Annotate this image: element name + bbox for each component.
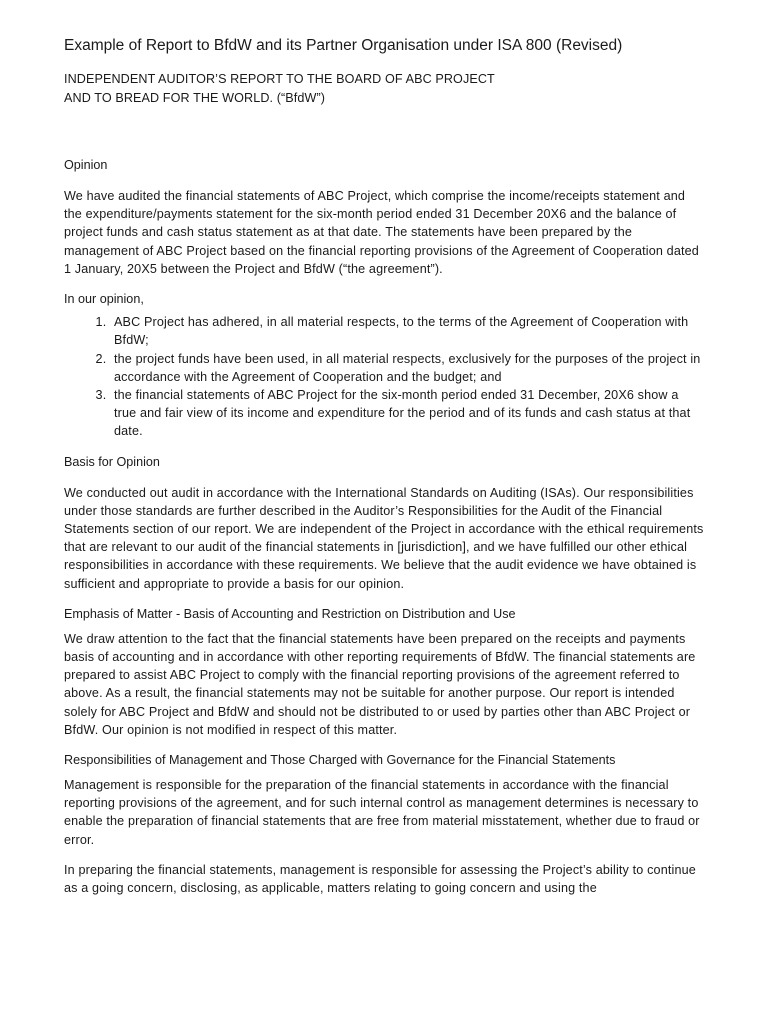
basis-paragraph: We conducted out audit in accordance with the International Standards on Auditing (ISAs). Our responsibilities under those standards are further described in the Auditor’s Responsibilities for the Audit of the Financial Statements section of our report. We are independent of the Project in accordance with the ethical requirements that are relevant to our audit of the financial statements in [jurisdiction], and we have fulfilled our other ethical responsibilities in accordance with these requirements. We believe that the audit evidence we have obtained is sufficient and appropriate to provide a basis for our opinion. <box>64 485 704 591</box>
opinion-intro: In our opinion, <box>64 292 144 307</box>
list-item: 2. the project funds have been used, in all material respects, exclusively for the purposes of the project in accordance with the Agreement of Cooperation and the budget; and <box>110 350 704 386</box>
list-item: 3. the financial statements of ABC Project for the six-month period ended 31 December, 20X6 show a true and fair view of its income and expenditure for the period and of its funds and cash status at that date. <box>110 386 704 441</box>
opinion-heading: Opinion <box>64 158 108 172</box>
responsibilities-heading: Responsibilities of Management and Those Charged with Governance for the Financial Statements <box>64 753 616 768</box>
addressee-line-1: INDEPENDENT AUDITOR’S REPORT TO THE BOARD OF ABC PROJECT <box>64 72 495 86</box>
responsibilities-paragraph-2: In preparing the financial statements, management is responsible for assessing the Project’s ability to continue as a going concern, disclosing, as applicable, matters relating to going concern and using the <box>64 862 696 896</box>
opinion-paragraph: We have audited the financial statements of ABC Project, which comprise the income/receipts statement and the expenditure/payments statement for the six-month period ended 31 December 20X6 and the balance of project funds and cash status statement as at that date. The statements have been prepared by the management of ABC Project based on the financial reporting provisions of the Agreement of Cooperation dated 1 January, 20X5 between the Project and BfdW (“the agreement”). <box>64 189 699 276</box>
emphasis-heading: Emphasis of Matter - Basis of Accounting and Restriction on Distribution and Use <box>64 606 516 621</box>
report-addressee <box>64 70 704 108</box>
responsibilities-paragraph-1: Management is responsible for the preparation of the financial statements in accordance with the financial reporting provisions of the agreement, and for such internal control as management determines is necessary to enable the preparation of financial statements that are free from material misstatement, whether due to fraud or error. <box>64 778 700 847</box>
addressee-line-2: AND TO BREAD FOR THE WORLD. (“BfdW”) <box>64 91 326 105</box>
document-page <box>64 36 704 909</box>
basis-heading: Basis for Opinion <box>64 454 160 469</box>
emphasis-paragraph: We draw attention to the fact that the financial statements have been prepared on the receipts and payments basis of accounting and in accordance with other reporting requirements of BfdW. The financial statements are prepared to assist ABC Project to comply with the financial reporting provisions of the agreement referred to above. As a result, the financial statements may not be suitable for another purpose. Our report is intended solely for ABC Project and BfdW and should not be distributed to or used by parties other than ABC Project or BfdW. Our opinion is not modified in respect of this matter. <box>64 631 696 737</box>
opinion-list <box>64 313 704 440</box>
list-item: 1. ABC Project has adhered, in all material respects, to the terms of the Agreement of Cooperation with BfdW; <box>110 313 704 349</box>
document-title: Example of Report to BfdW and its Partner Organisation under ISA 800 (Revised) <box>64 37 623 54</box>
